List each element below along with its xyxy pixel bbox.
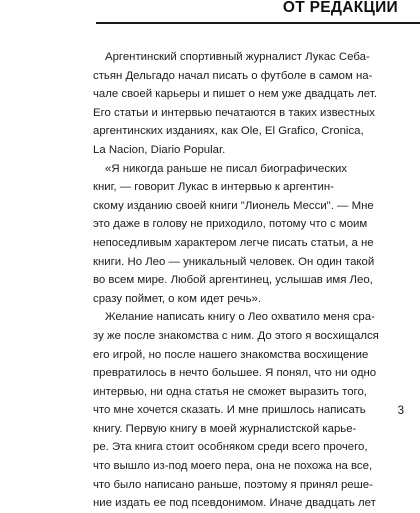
text-line: Желание написать книгу о Лео охватило меня сра- (105, 311, 375, 324)
text-line: аргентинских изданиях, как Ole, El Grafico, Cronica, (93, 125, 364, 138)
text-line: «Я никогда раньше не писал биографических (105, 162, 348, 175)
text-line: зу же после знакомства с ним. До этого я восхищался (93, 329, 379, 342)
text-line: книгу. Первую книгу в моей журналистской карье- (93, 422, 357, 435)
text-line: скому изданию своей книги "Лионель Месси". — Мне (93, 199, 374, 212)
text-line: ре. Эта книга стоит особняком среди всего прочего, (93, 441, 368, 454)
text-line: книг, — говорит Лукас в интервью к аргентин- (93, 181, 334, 194)
body-text (93, 48, 409, 513)
text-line: La Nacion, Diario Popular. (93, 143, 226, 156)
text-line: Его статьи и интервью печатаются в таких известных (93, 106, 375, 119)
section-header (96, 0, 420, 24)
text-line: чале своей карьеры и пишет о нем уже двадцать лет. (93, 88, 377, 101)
text-line: ние издать ее под псевдонимом. Иначе двадцать лет (93, 497, 376, 510)
text-line: книги. Но Лео — уникальный человек. Он один такой (93, 255, 375, 268)
text-line: во всем мире. Любой аргентинец, услышав имя Лео, (93, 274, 373, 287)
text-line: это даже в голову не приходило, потому что с моим (93, 218, 368, 231)
text-line: непоседливым характером легче писать статьи, а не (93, 236, 374, 249)
text-line: его игрой, но после нашего знакомства восхищение (93, 348, 369, 361)
text-line: стьян Дельгадо начал писать о футболе в самом на- (93, 69, 373, 82)
section-title: ОТ РЕДАКЦИИ (282, 0, 398, 16)
text-line: интервью, ни одна статья не сможет выразить того, (93, 385, 367, 398)
text-line: превратилось в нечто большее. Я понял, что ни одно (93, 367, 377, 380)
text-line: Аргентинский спортивный журналист Лукас Себа- (105, 51, 370, 63)
text-line: что мне хочется сказать. И мне пришлось написать (93, 404, 366, 417)
text-line: что было написано раньше, поэтому я принял реше- (93, 478, 373, 491)
page-number: 3 (397, 405, 404, 417)
text-line: сразу поймет, о ком идет речь». (93, 292, 262, 305)
text-line: что вышло из-под моего пера, она не похожа на все, (93, 460, 373, 473)
